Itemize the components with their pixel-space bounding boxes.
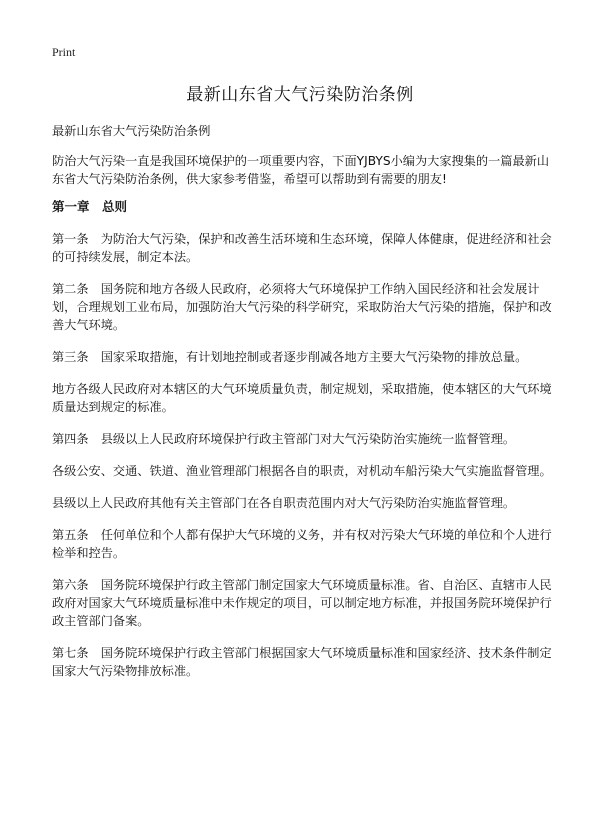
chapter-heading: 第一章 总则: [52, 199, 128, 214]
article-intro: 防治大气污染一直是我国环境保护的一项重要内容，下面YJBYS小编为大家搜集的一篇最新山东省大气污染防治条例，供大家参考借鉴，希望可以帮助到有需要的朋友!: [52, 154, 550, 186]
article-paragraph: 第二条 国务院和地方各级人民政府，必须将大气环境保护工作纳入国民经济和社会发展计划，合理规划工业布局，加强防治大气污染的科学研究，采取防治大气污染的措施，保护和改善大气环境。: [52, 282, 552, 332]
article-paragraph: 第三条 国家采取措施，有计划地控制或者逐步削减各地方主要大气污染物的排放总量。: [52, 350, 528, 364]
article-body: [52, 122, 552, 694]
article-paragraph: 县级以上人民政府其他有关主管部门在各自职责范围内对大气污染防治实施监督管理。: [52, 496, 516, 510]
article-paragraph: 各级公安、交通、铁道、渔业管理部门根据各自的职责，对机动车船污染大气实施监督管理。: [52, 464, 552, 478]
print-link[interactable]: Print: [52, 45, 76, 59]
article-paragraph: 第四条 县级以上人民政府环境保护行政主管部门对大气污染防治实施统一监督管理。: [52, 432, 516, 446]
article-paragraph: 第一条 为防治大气污染，保护和改善生活环境和生态环境，保障人体健康，促进经济和社会的可持续发展，制定本法。: [52, 232, 552, 264]
article-paragraph: 第七条 国务院环境保护行政主管部门根据国家大气环境质量标准和国家经济、技术条件制定国家大气污染物排放标准。: [52, 646, 552, 678]
page-title: 最新山东省大气污染防治条例: [186, 85, 414, 105]
article-paragraph: 地方各级人民政府对本辖区的大气环境质量负责，制定规划，采取措施，使本辖区的大气环境质量达到规定的标准。: [52, 382, 552, 414]
article-paragraph: 第五条 任何单位和个人都有保护大气环境的义务，并有权对污染大气环境的单位和个人进行检举和控告。: [52, 528, 552, 560]
article-paragraph: 第六条 国务院环境保护行政主管部门制定国家大气环境质量标准。省、自治区、直辖市人民政府对国家大气环境质量标准中未作规定的项目，可以制定地方标准，并报国务院环境保护行政主管部门备案。: [52, 578, 552, 628]
article-subtitle: 最新山东省大气污染防治条例: [52, 124, 211, 138]
